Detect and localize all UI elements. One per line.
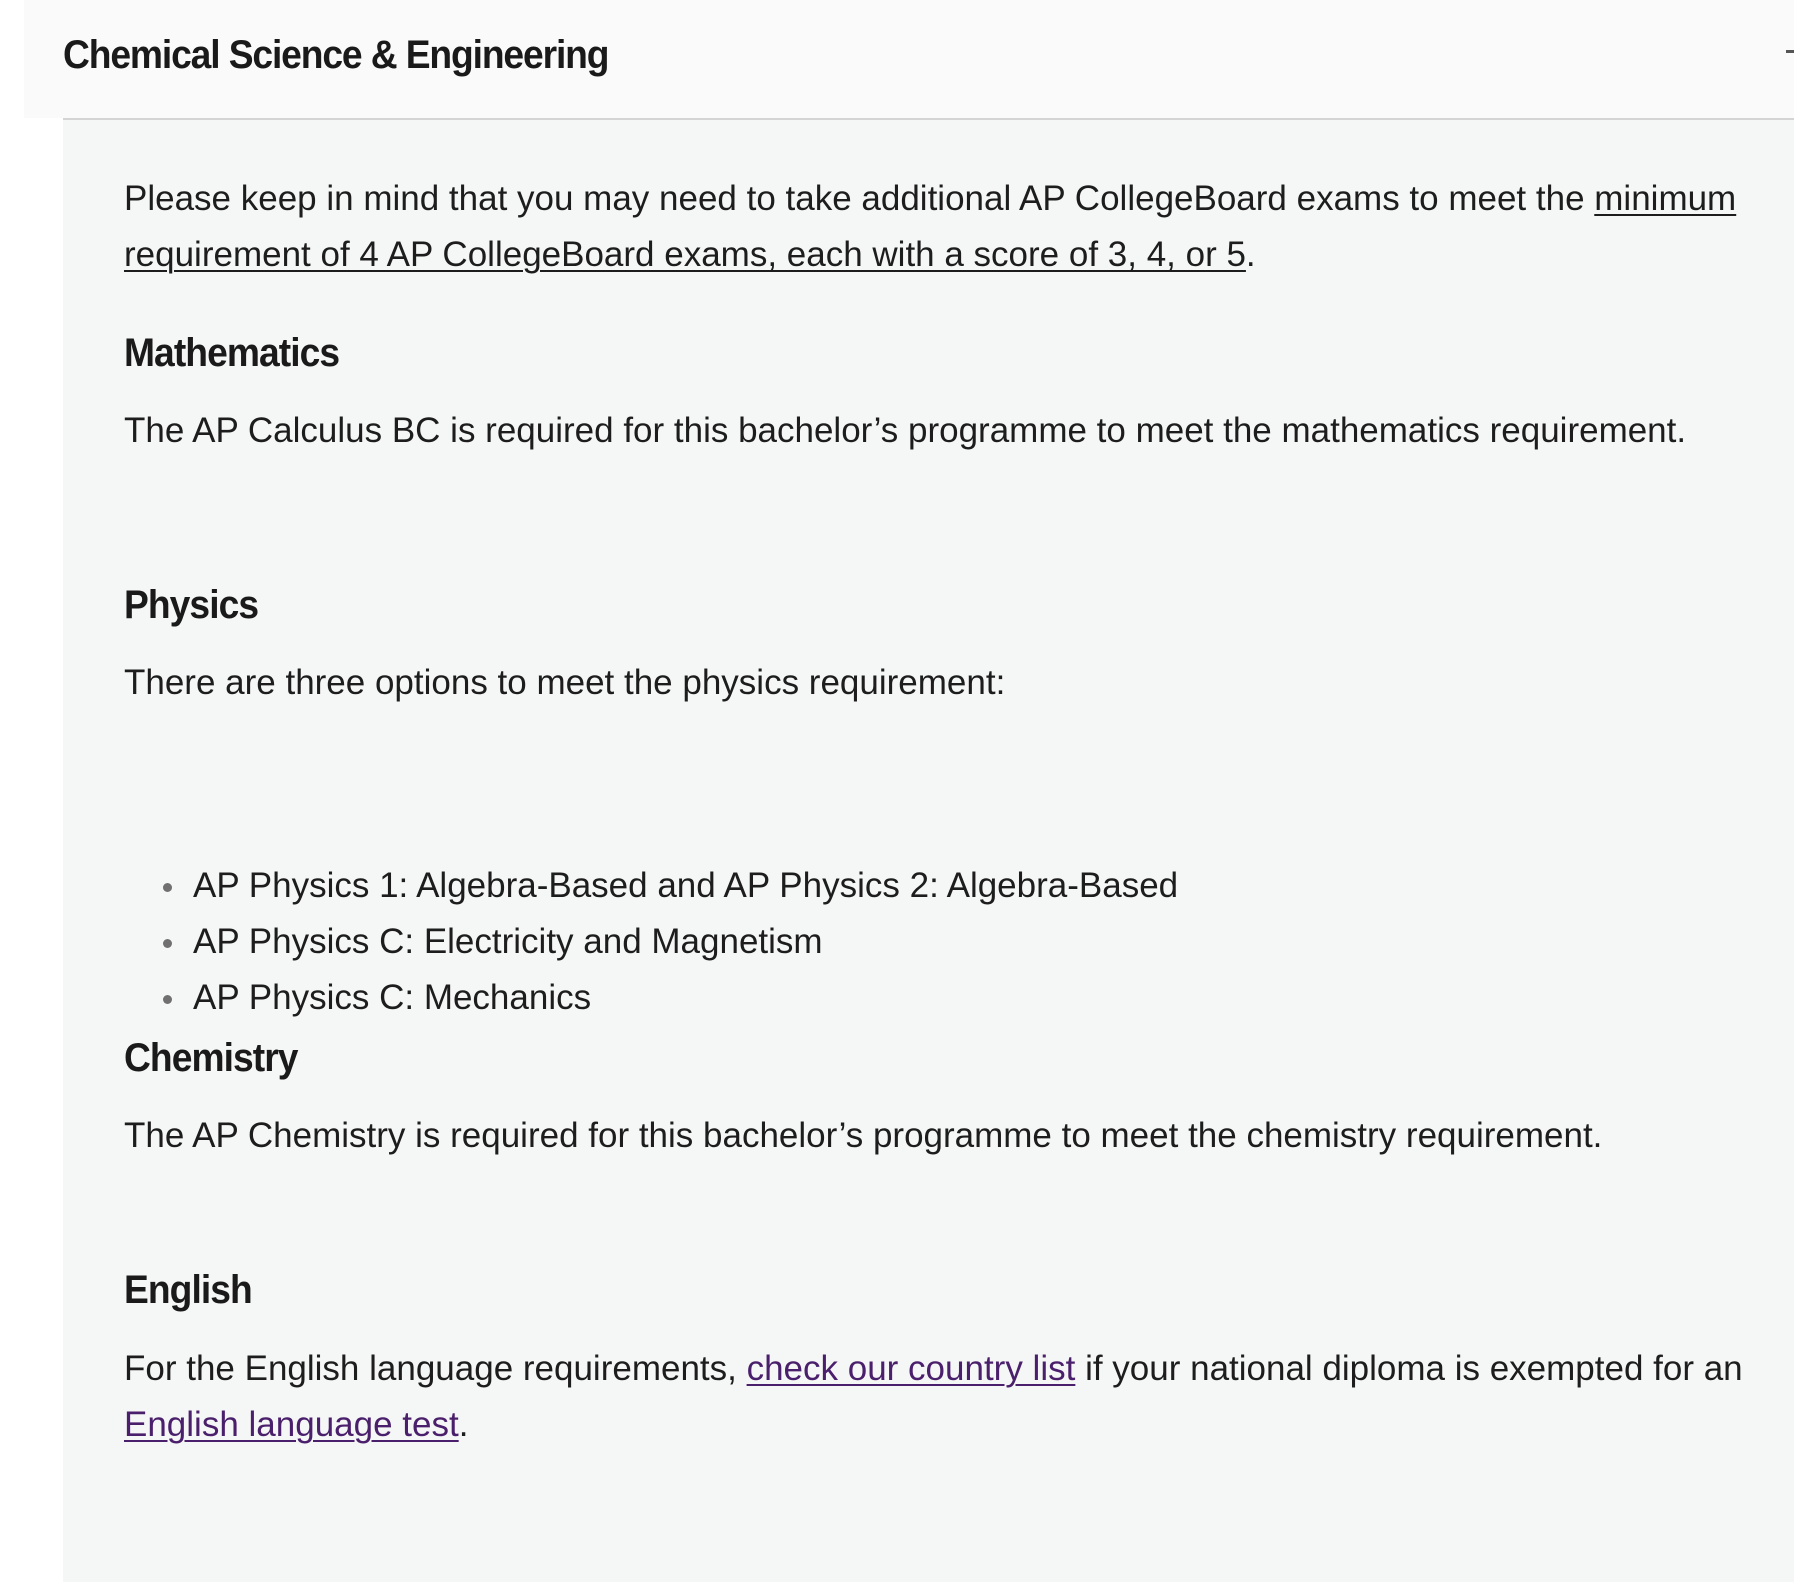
intro-text: Please keep in mind that you may need to take additional AP CollegeBoard exams to meet the — [124, 179, 1595, 218]
accordion-panel — [63, 120, 1794, 1582]
physics-options-list — [124, 858, 1178, 1026]
bullet-icon — [163, 883, 172, 892]
intro-period: . — [1245, 235, 1256, 274]
list-item — [124, 970, 1178, 1026]
english-language-test-link[interactable]: English language test — [124, 1405, 459, 1444]
english-text: For the English language requirements, — [124, 1349, 747, 1388]
physics-text: There are three options to meet the physics requirement: — [124, 663, 1006, 702]
english-heading: English — [124, 1268, 252, 1312]
mathematics-text: The AP Calculus BC is required for this bachelor’s programme to meet the mathematics requirement. — [124, 411, 1687, 450]
accordion-header[interactable] — [24, 0, 1794, 118]
english-paragraph — [124, 1341, 1764, 1453]
chemistry-heading: Chemistry — [124, 1036, 298, 1080]
intro-paragraph — [124, 171, 1764, 283]
list-item — [124, 858, 1178, 914]
ap-minimum-requirement-link[interactable]: minimum requirement of 4 AP CollegeBoard exams, each with a score of 3, 4, or 5 — [124, 179, 1737, 274]
bullet-icon — [163, 939, 172, 948]
english-text-middle: if your national diploma is exempted for an — [1075, 1349, 1743, 1388]
list-item — [124, 914, 1178, 970]
physics-option-label: AP Physics C: Electricity and Magnetism — [193, 922, 823, 961]
physics-heading: Physics — [124, 583, 259, 627]
english-period: . — [458, 1405, 469, 1444]
collapse-icon[interactable] — [1786, 50, 1794, 53]
bullet-icon — [163, 995, 172, 1004]
physics-option-label: AP Physics C: Mechanics — [193, 978, 592, 1017]
physics-option-label: AP Physics 1: Algebra-Based and AP Physics 2: Algebra-Based — [193, 866, 1179, 905]
chemistry-text: The AP Chemistry is required for this bachelor’s programme to meet the chemistry requirement. — [124, 1116, 1603, 1155]
accordion-title: Chemical Science & Engineering — [63, 33, 609, 77]
country-list-link[interactable]: check our country list — [746, 1349, 1076, 1388]
mathematics-heading: Mathematics — [124, 331, 340, 375]
